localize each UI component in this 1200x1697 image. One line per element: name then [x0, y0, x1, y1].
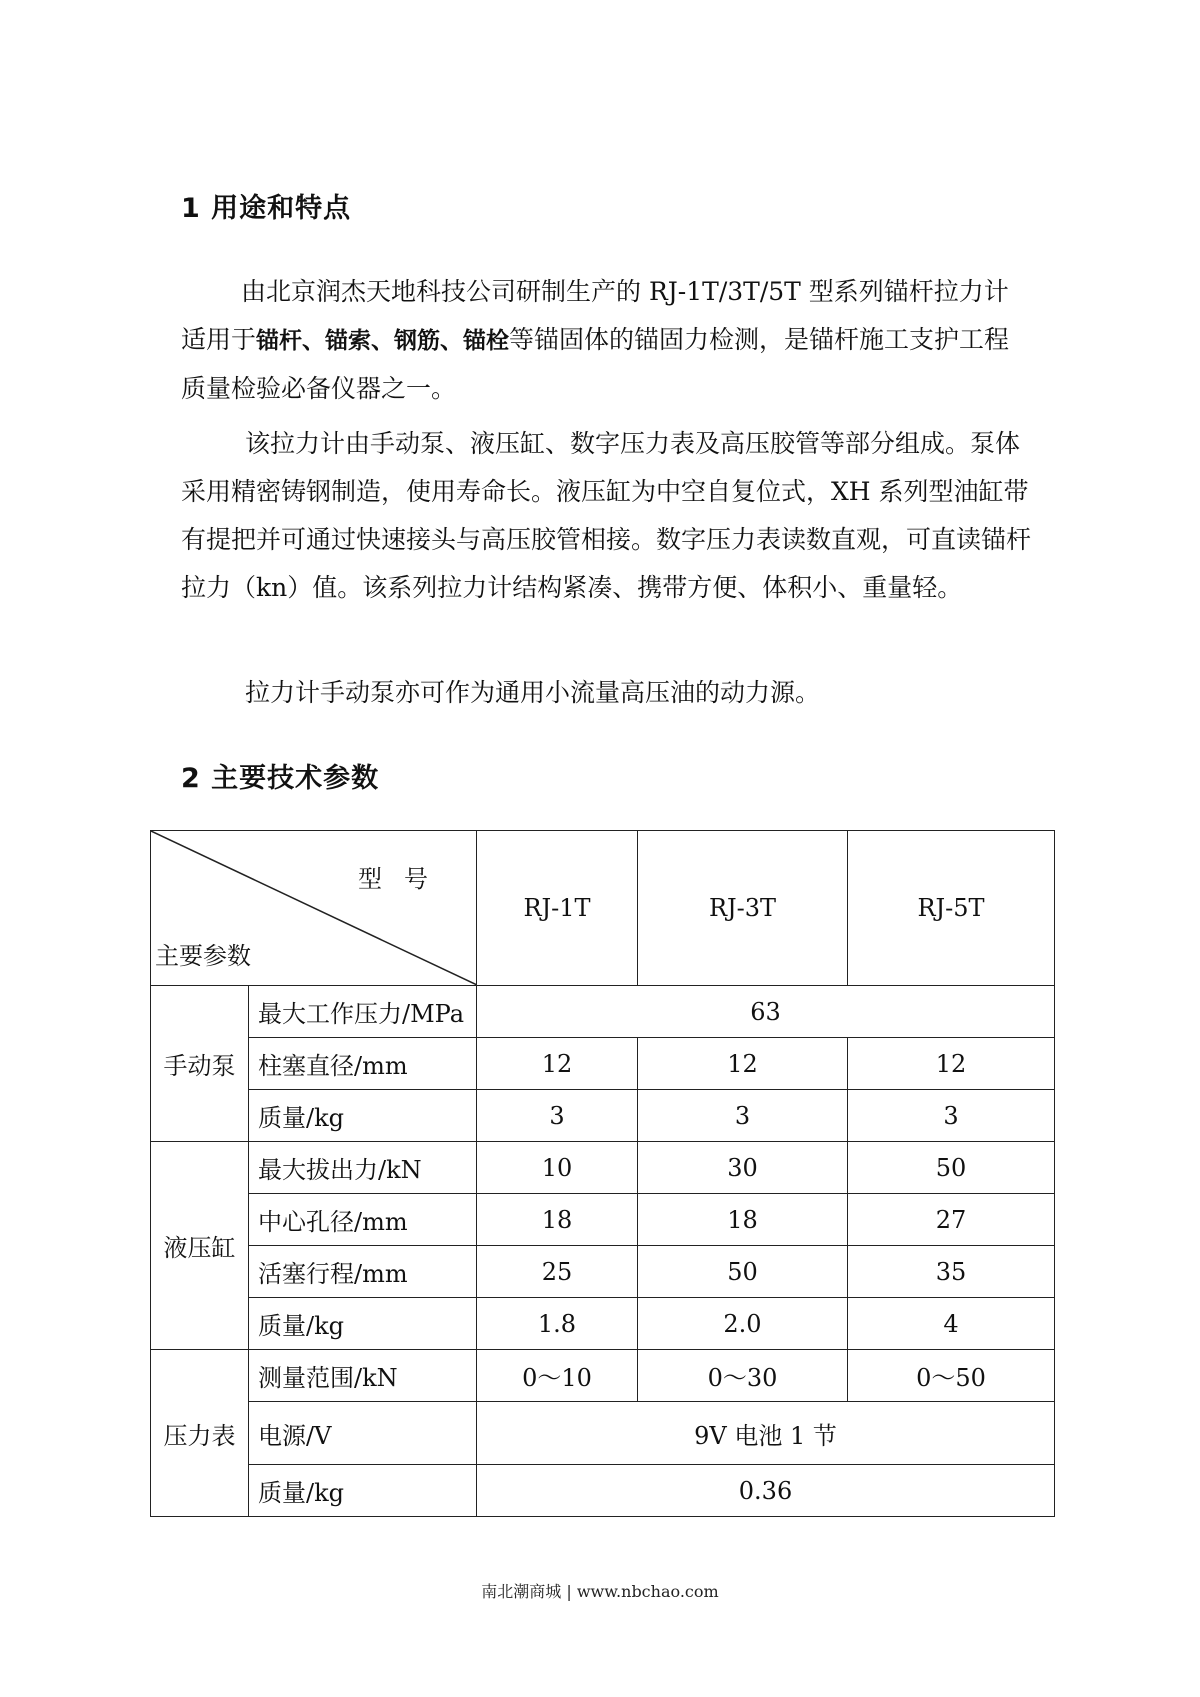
table-header-row: [151, 831, 1055, 986]
param-value: 0～10: [477, 1350, 638, 1402]
intro-text-bold: 锚杆、锚索、钢筋、锚栓: [256, 328, 510, 354]
param-label: 质量/kg: [249, 1090, 477, 1142]
param-value: 3: [477, 1090, 638, 1142]
section-2-heading: 2 主要技术参数: [181, 763, 380, 794]
model-rj-3t: RJ-3T: [638, 831, 848, 986]
param-value: 1.8: [477, 1298, 638, 1350]
param-value: 4: [848, 1298, 1055, 1350]
param-value-merged: 0.36: [477, 1465, 1055, 1517]
table-row: [151, 1090, 1055, 1142]
param-label: 质量/kg: [249, 1465, 477, 1517]
param-value: 27: [848, 1194, 1055, 1246]
param-value: 3: [848, 1090, 1055, 1142]
table-row: [151, 1350, 1055, 1402]
section-1-heading: 1 用途和特点: [181, 193, 352, 224]
table-row: [151, 1402, 1055, 1465]
model-rj-1t: RJ-1T: [477, 831, 638, 986]
param-label: 中心孔径/mm: [249, 1194, 477, 1246]
group-label-cylinder: 液压缸: [151, 1142, 249, 1350]
table-row: [151, 1246, 1055, 1298]
param-label: 质量/kg: [249, 1298, 477, 1350]
group-label-pump: 手动泵: [151, 986, 249, 1142]
param-value: 12: [638, 1038, 848, 1090]
page-footer: 南北潮商城 | www.nbchao.com: [481, 1582, 719, 1601]
param-label: 活塞行程/mm: [249, 1246, 477, 1298]
param-value: 25: [477, 1246, 638, 1298]
group-label-gauge: 压力表: [151, 1350, 249, 1517]
param-label: 柱塞直径/mm: [249, 1038, 477, 1090]
param-value: 30: [638, 1142, 848, 1194]
param-label: 测量范围/kN: [249, 1350, 477, 1402]
param-label: 电源/V: [249, 1402, 477, 1465]
table-row: [151, 1298, 1055, 1350]
composition-paragraph: 该拉力计由手动泵、液压缸、数字压力表及高压胶管等部分组成。泵体采用精密铸钢制造，使用寿命长。液压缸为中空自复位式，XH 系列型油缸带有提把并可通过快速接头与高压胶管相接。数字压力表读数直观，可直读锚杆拉力（kn）值。该系列拉力计结构紧凑、携带方便、体积小、重量轻。: [181, 429, 1032, 602]
intro-paragraph: [181, 268, 1031, 413]
intro-text-b: 等锚固体的锚固力检测，是锚杆施工支护工程质量检验必备仪器之一。: [181, 325, 1010, 403]
spec-table: [150, 830, 1055, 1517]
param-value: 50: [848, 1142, 1055, 1194]
pump-paragraph: 拉力计手动泵亦可作为通用小流量高压油的动力源。: [245, 678, 821, 707]
table-row: [151, 1142, 1055, 1194]
diagonal-header-cell: [151, 831, 477, 986]
param-value: 18: [477, 1194, 638, 1246]
param-value-merged: 63: [477, 986, 1055, 1038]
param-value: 18: [638, 1194, 848, 1246]
param-value: 3: [638, 1090, 848, 1142]
param-value-merged: 9V 电池 1 节: [477, 1402, 1055, 1465]
table-row: [151, 986, 1055, 1038]
model-rj-5t: RJ-5T: [848, 831, 1055, 986]
param-value: 2.0: [638, 1298, 848, 1350]
param-label: 最大工作压力/MPa: [249, 986, 477, 1038]
param-value: 10: [477, 1142, 638, 1194]
intro-text-a: 由北京润杰天地科技公司研制生产的 RJ-1T/3T/5T 型系列锚杆拉力计适用于: [181, 277, 1009, 354]
param-value: 0～30: [638, 1350, 848, 1402]
table-row: [151, 1194, 1055, 1246]
param-value: 12: [848, 1038, 1055, 1090]
main-params-label: 主要参数: [155, 942, 251, 970]
param-value: 35: [848, 1246, 1055, 1298]
table-row: [151, 1465, 1055, 1517]
param-value: 50: [638, 1246, 848, 1298]
param-value: 12: [477, 1038, 638, 1090]
param-value: 0～50: [848, 1350, 1055, 1402]
param-label: 最大拔出力/kN: [249, 1142, 477, 1194]
model-label: 型号: [358, 865, 450, 893]
table-row: [151, 1038, 1055, 1090]
